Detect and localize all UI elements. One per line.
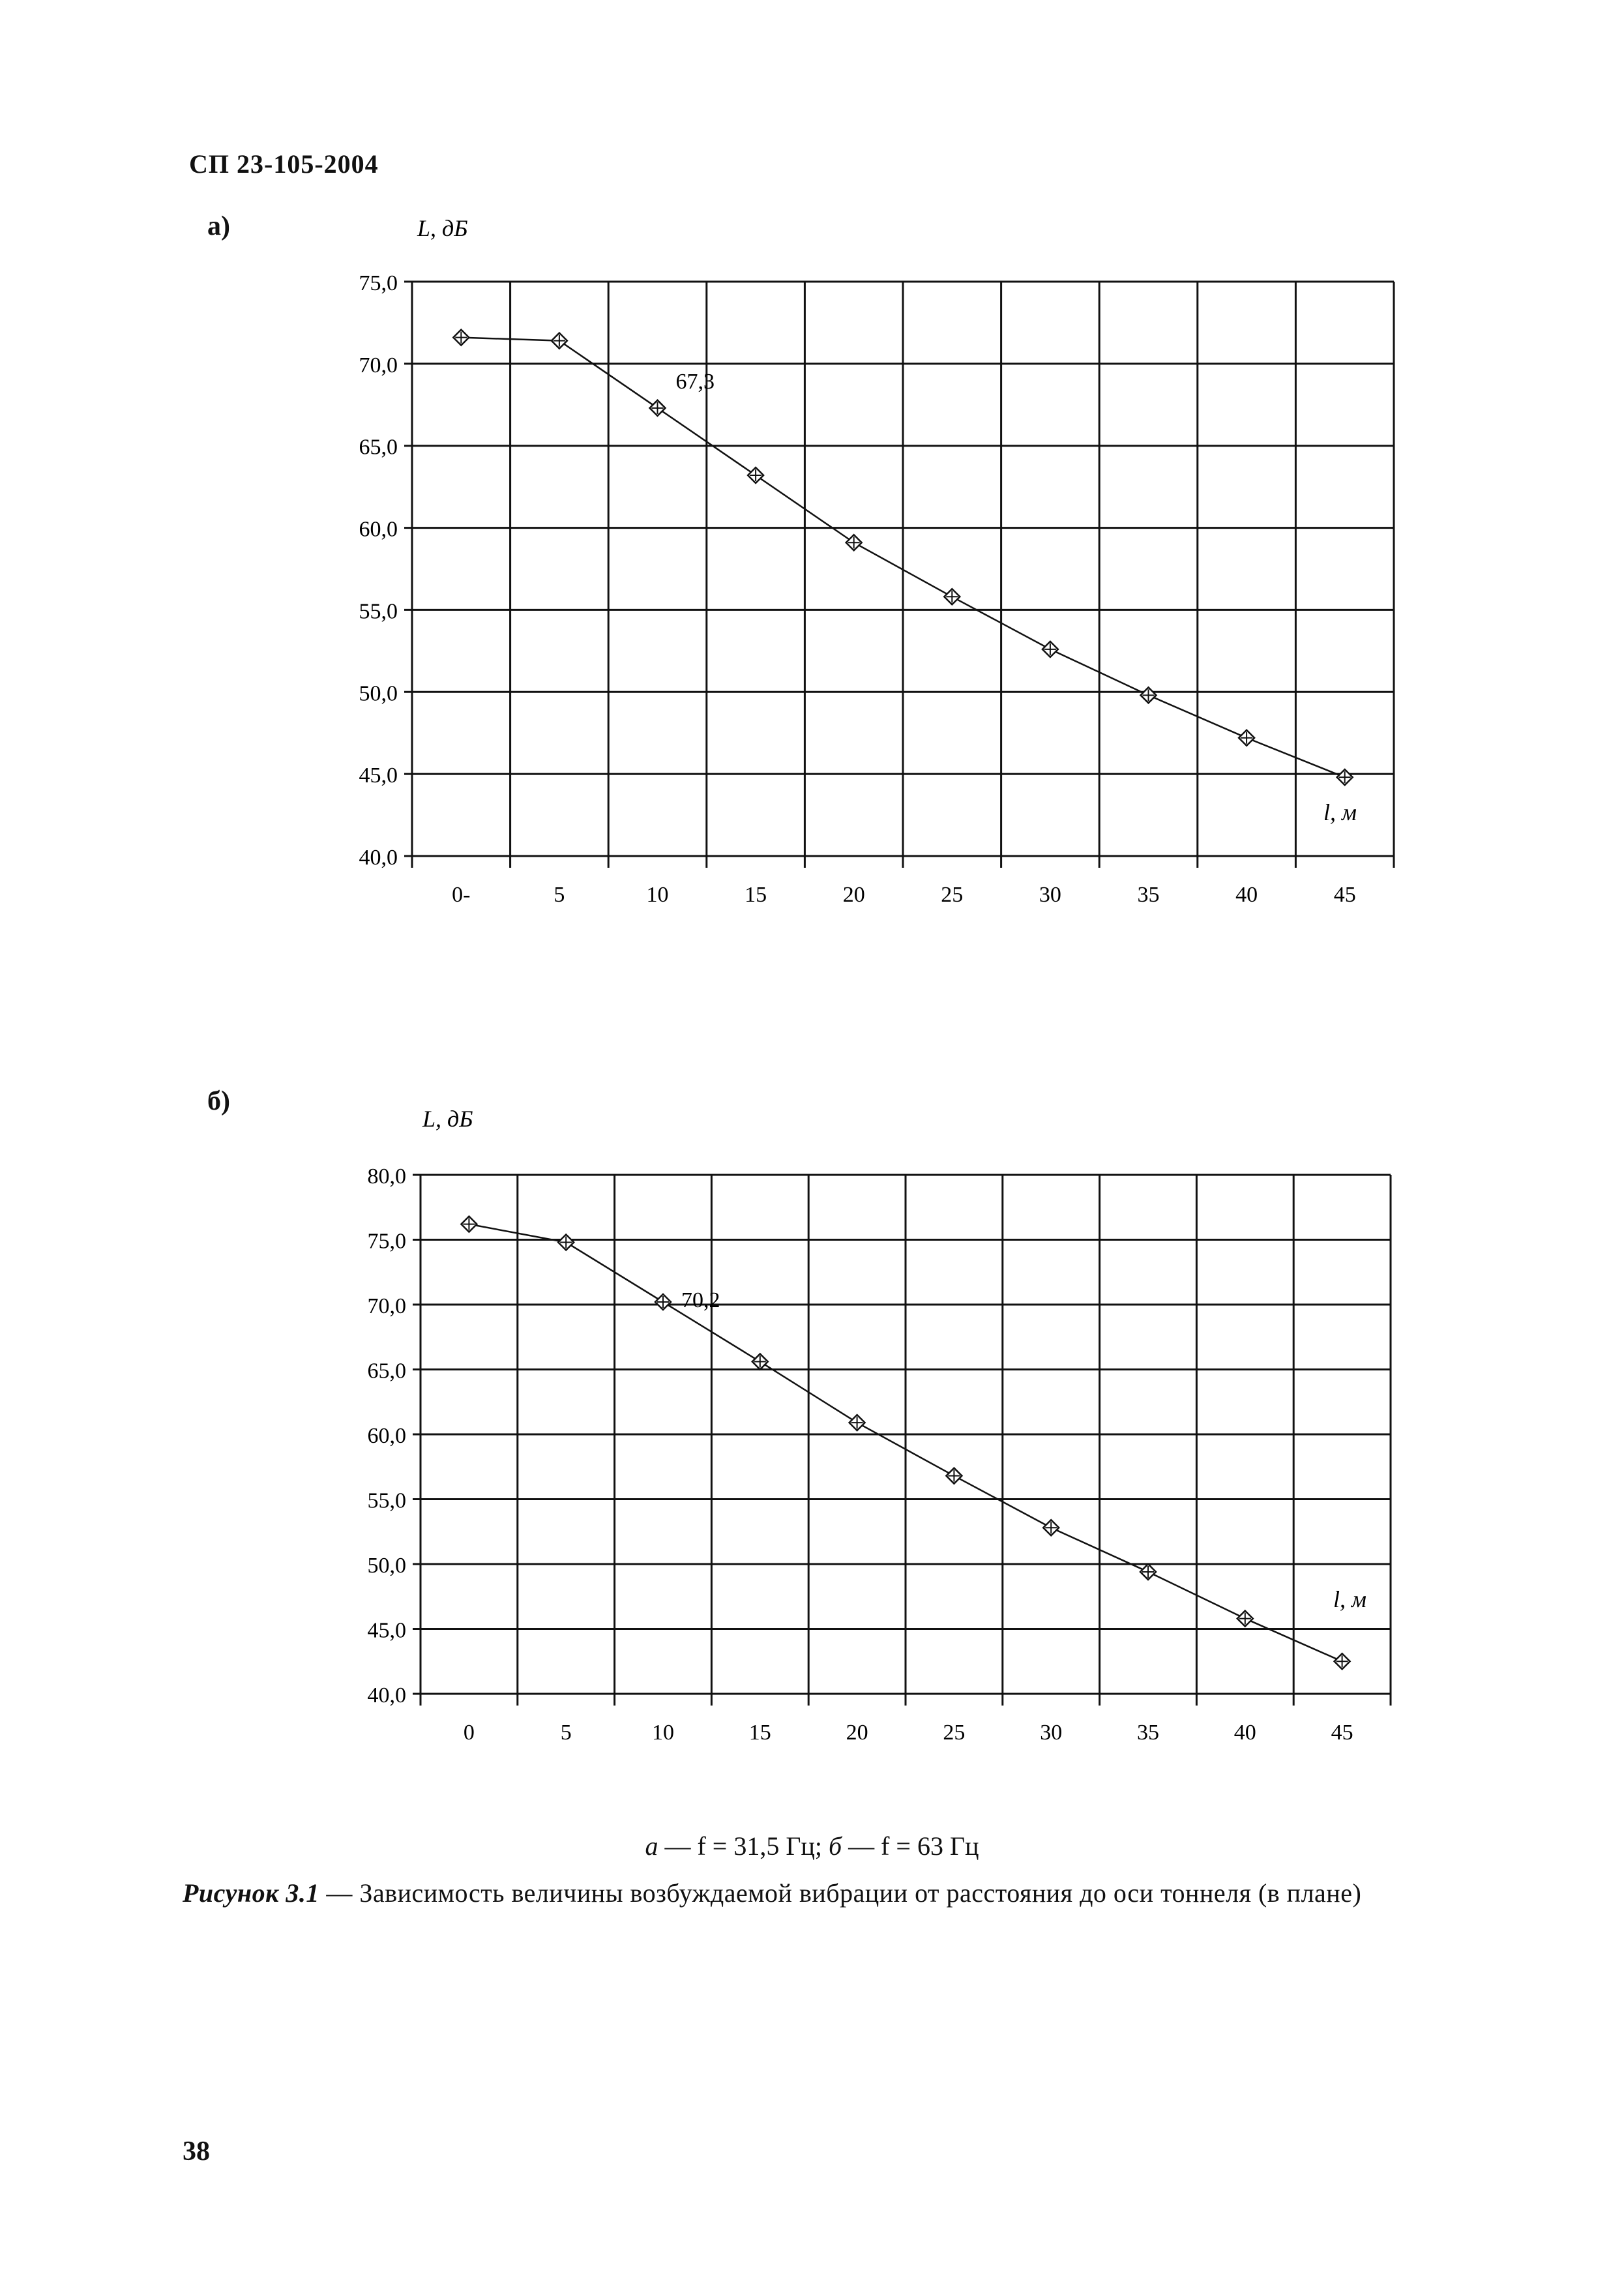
figure-caption-text: — Зависимость величины возбуждаемой вибрации от расстояния до оси тоннеля (в плане) <box>319 1878 1362 1908</box>
chart-b-x-tick-label: 20 <box>846 1721 868 1745</box>
panel-label-b: б) <box>207 1086 230 1116</box>
chart-b-y-tick-label: 60,0 <box>367 1424 406 1448</box>
page-number: 38 <box>183 2136 210 2166</box>
subcaption-a-text: — f = 31,5 Гц; <box>658 1831 829 1861</box>
panel-label-a: а) <box>207 211 230 241</box>
chart-a-x-tick-label: 45 <box>1333 883 1356 907</box>
chart-a-x-axis-label: l, м <box>1323 799 1357 825</box>
chart-b-y-tick-label: 75,0 <box>367 1229 406 1254</box>
chart-b-y-tick-label: 40,0 <box>367 1683 406 1707</box>
subcaption-a-letter: а <box>645 1831 658 1861</box>
figure-caption <box>183 1878 1361 1908</box>
chart-b-x-tick-label: 25 <box>943 1721 966 1745</box>
chart-b-x-tick-label: 15 <box>748 1721 771 1745</box>
chart-a-y-tick-label: 60,0 <box>359 517 398 542</box>
subcaption-b-text: — f = 63 Гц <box>842 1831 979 1861</box>
chart-a-annotation: 67,3 <box>675 369 715 394</box>
chart-a-x-tick-label: 35 <box>1137 883 1160 907</box>
chart-a-y-tick-label: 75,0 <box>359 271 398 295</box>
chart-b-y-tick-label: 50,0 <box>367 1554 406 1578</box>
chart-a-y-tick-label: 40,0 <box>359 846 398 870</box>
chart-a-x-tick-label: 10 <box>646 883 669 907</box>
chart-b-y-tick-label: 55,0 <box>367 1488 406 1513</box>
chart-b-x-tick-label: 35 <box>1137 1721 1159 1745</box>
chart-b-y-axis-label: L, дБ <box>422 1106 473 1132</box>
chart-b-x-tick-label: 30 <box>1040 1721 1063 1745</box>
chart-b-x-tick-label: 0 <box>463 1721 475 1745</box>
chart-b-y-tick-label: 80,0 <box>367 1164 406 1189</box>
chart-a-x-tick-label: 30 <box>1039 883 1061 907</box>
chart-b-y-tick-label: 45,0 <box>367 1618 406 1643</box>
chart-b-x-axis-label: l, м <box>1333 1586 1366 1612</box>
subcaption-b-letter: б <box>828 1831 842 1861</box>
chart-a-y-tick-label: 50,0 <box>359 681 398 706</box>
figure-label: Рисунок 3.1 <box>183 1878 319 1908</box>
chart-b-x-tick-label: 10 <box>652 1721 674 1745</box>
chart-a-x-tick-label: 0- <box>452 883 471 907</box>
chart-b-x-tick-label: 45 <box>1331 1721 1353 1745</box>
chart-a-x-tick-label: 25 <box>941 883 964 907</box>
chart-a-y-tick-label: 70,0 <box>359 353 398 377</box>
figure-subcaption <box>0 1831 1624 1861</box>
chart-a-y-tick-label: 65,0 <box>359 435 398 460</box>
chart-a-x-tick-label: 20 <box>842 883 865 907</box>
chart-a-y-axis-label: L, дБ <box>417 215 468 241</box>
chart-b-y-tick-label: 70,0 <box>367 1294 406 1318</box>
chart-a-x-tick-label: 5 <box>554 883 565 907</box>
chart-a-y-tick-label: 55,0 <box>359 599 398 624</box>
chart-b-x-tick-label: 40 <box>1233 1721 1256 1745</box>
document-code: СП 23-105-2004 <box>189 149 379 179</box>
chart-a-y-tick-label: 45,0 <box>359 763 398 788</box>
chart-b-y-tick-label: 65,0 <box>367 1359 406 1383</box>
chart-b-annotation: 70,2 <box>681 1288 720 1313</box>
chart-a-x-tick-label: 15 <box>745 883 767 907</box>
chart-a-x-tick-label: 40 <box>1235 883 1258 907</box>
chart-b-x-tick-label: 5 <box>560 1721 572 1745</box>
